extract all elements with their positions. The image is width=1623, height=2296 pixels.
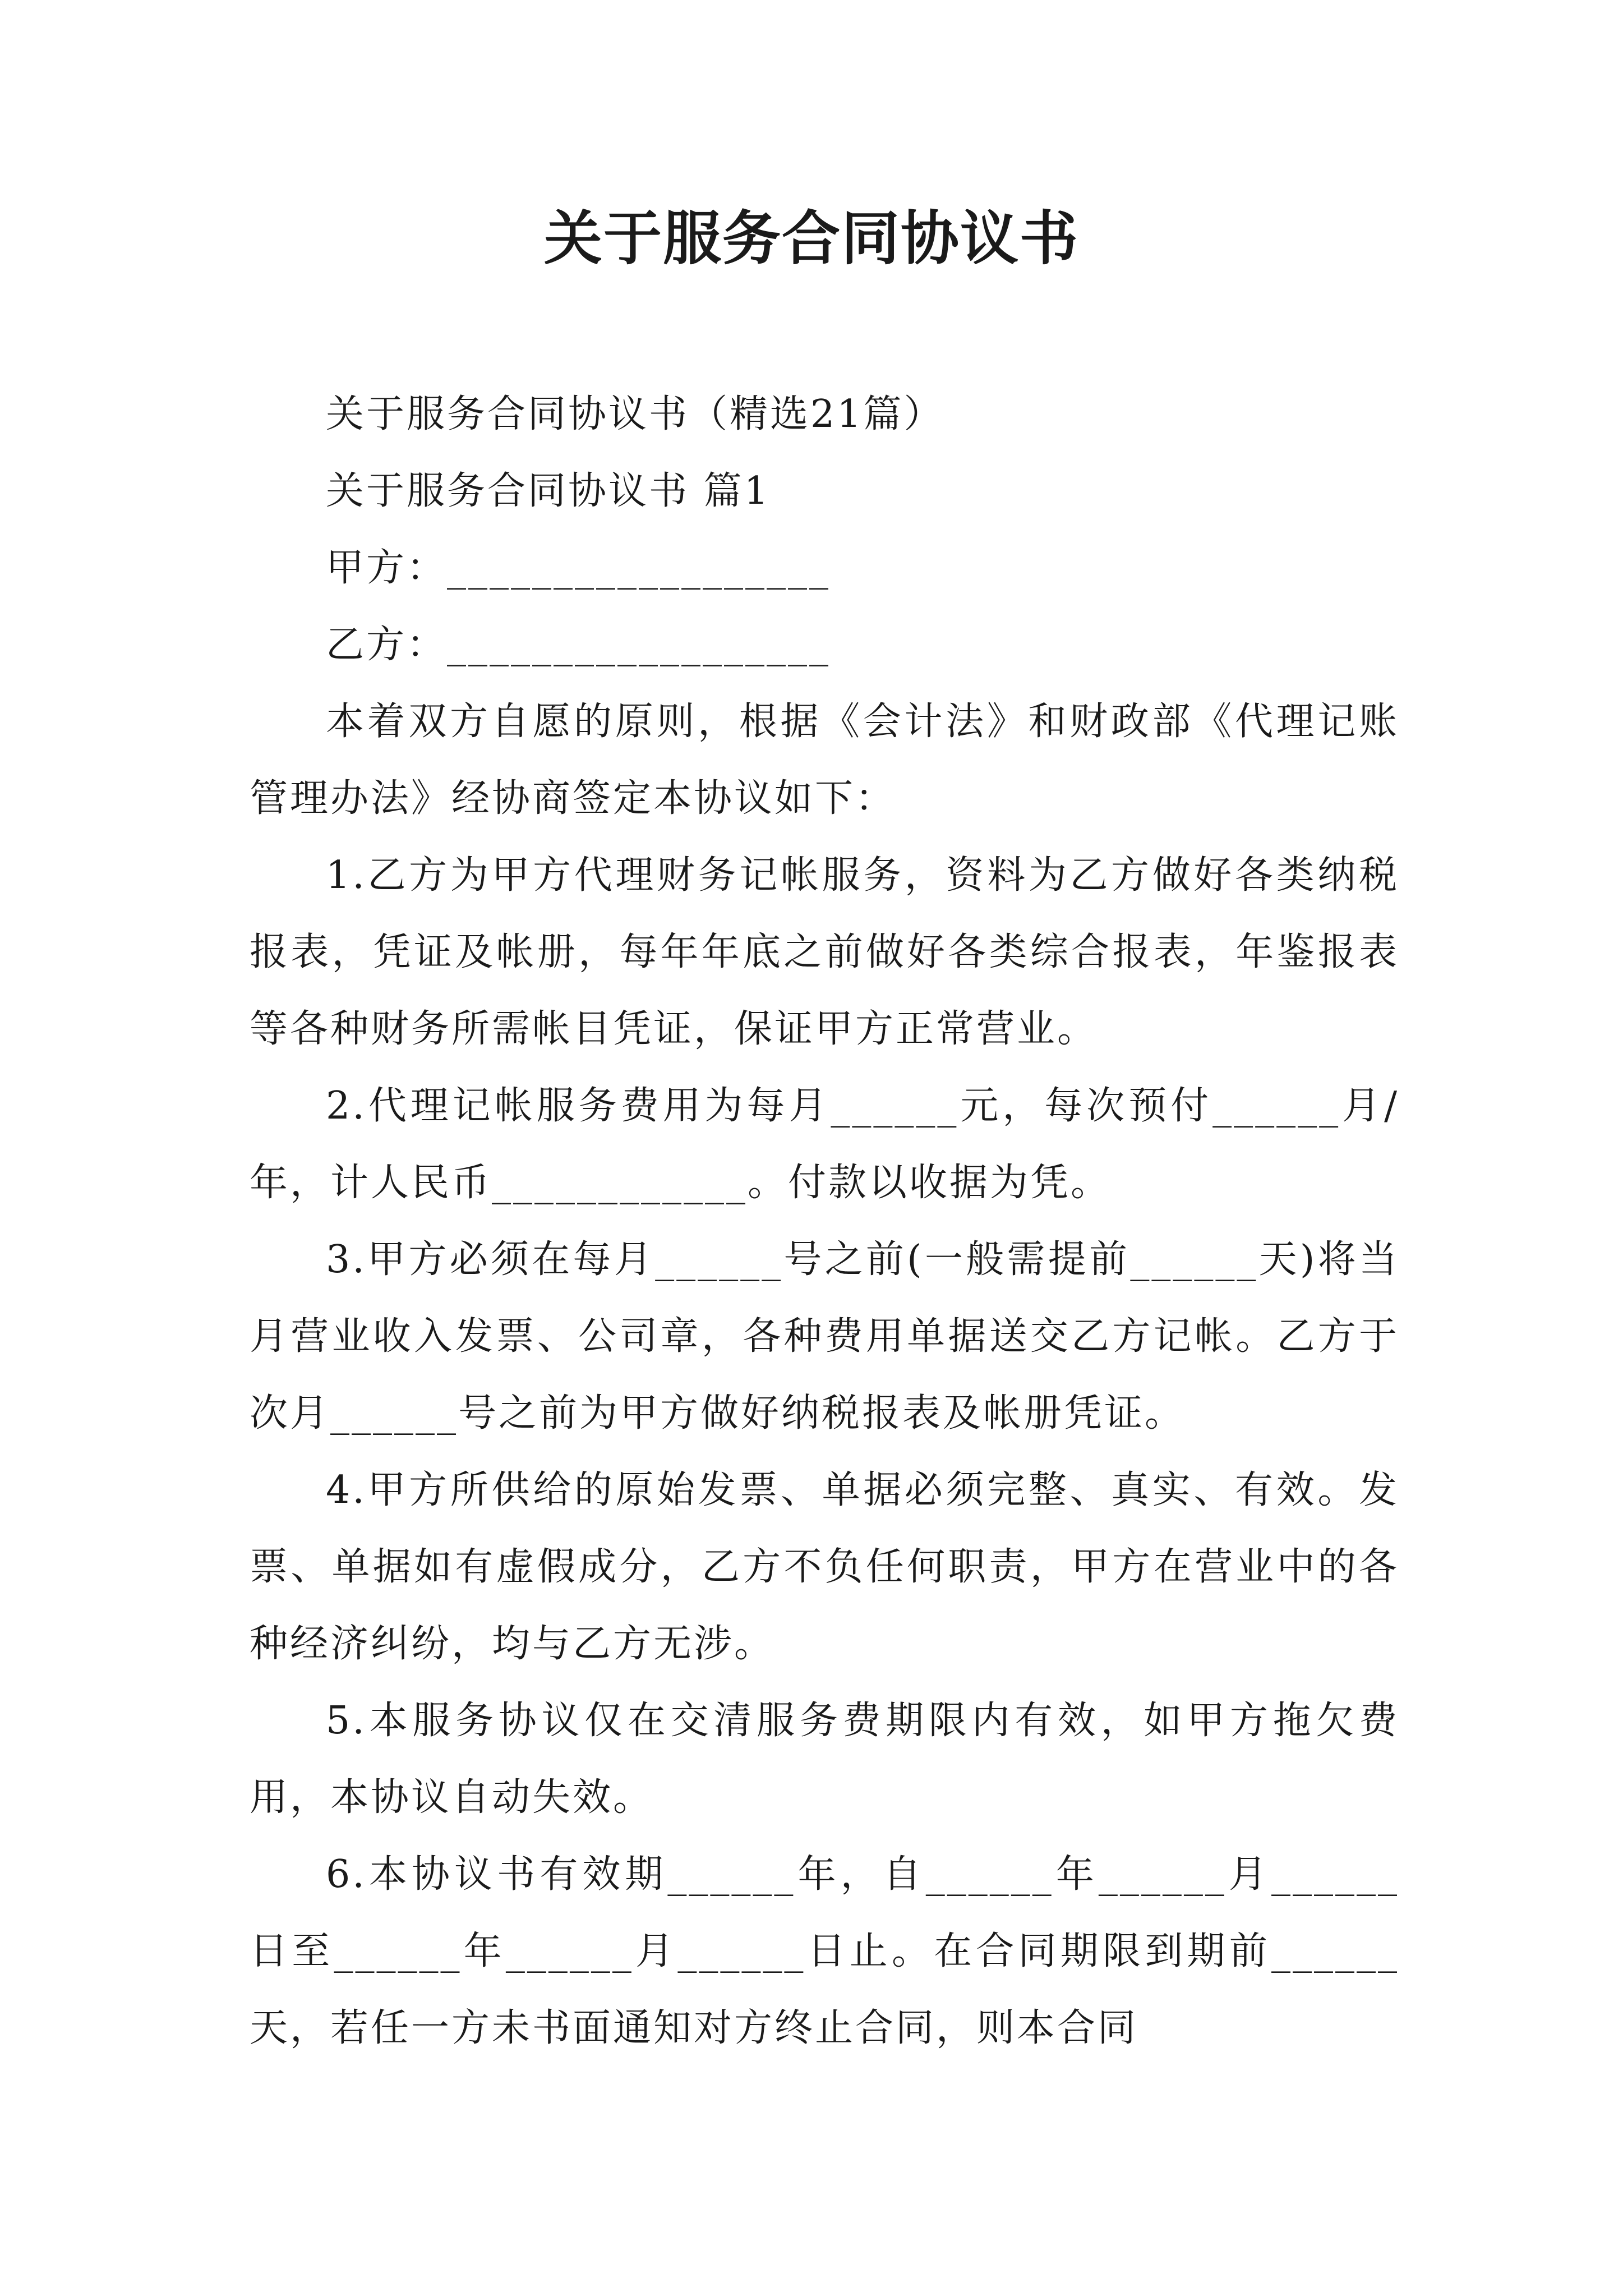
paragraph-part-heading: 关于服务合同协议书 篇1 [326,469,771,513]
document-title: 关于服务合同协议书 [543,204,1079,273]
document-body [250,376,1399,2067]
paragraph-clause-2: 2.代理记帐服务费用为每月______元，每次预付______月/年，计人民币____________。付款以收据为凭。 [250,1084,1399,1205]
paragraph-clause-3: 3.甲方必须在每月______号之前(一般需提前______天)将当月营业收入发票、公司章，各种费用单据送交乙方记帐。乙方于次月______号之前为甲方做好纳税报表及帐册凭证。 [250,1237,1399,1435]
paragraph-clause-1: 1.乙方为甲方代理财务记帐服务，资料为乙方做好各类纳税报表，凭证及帐册，每年年底之前做好各类综合报表，年鉴报表等各种财务所需帐目凭证，保证甲方正常营业。 [250,853,1399,1051]
paragraph-clause-6: 6.本协议书有效期______年，自______年______月______日至______年______月______日止。在合同期限到期前______天，若任一方未书面通知对方终止合同，则本合同 [250,1852,1399,2050]
paragraph-preamble: 本着双方自愿的原则，根据《会计法》和财政部《代理记账管理办法》经协商签定本协议如下： [250,700,1399,821]
paragraph-party-b: 乙方：__________________ [326,623,831,667]
paragraph-clause-4: 4.甲方所供给的原始发票、单据必须完整、真实、有效。发票、单据如有虚假成分，乙方不负任何职责，甲方在营业中的各种经济纠纷，均与乙方无涉。 [250,1468,1399,1666]
paragraph-clause-5: 5.本服务协议仅在交清服务费期限内有效，如甲方拖欠费用，本协议自动失效。 [250,1699,1399,1820]
paragraph-subtitle: 关于服务合同协议书（精选21篇） [326,392,944,436]
paragraph-party-a: 甲方：__________________ [326,546,831,590]
